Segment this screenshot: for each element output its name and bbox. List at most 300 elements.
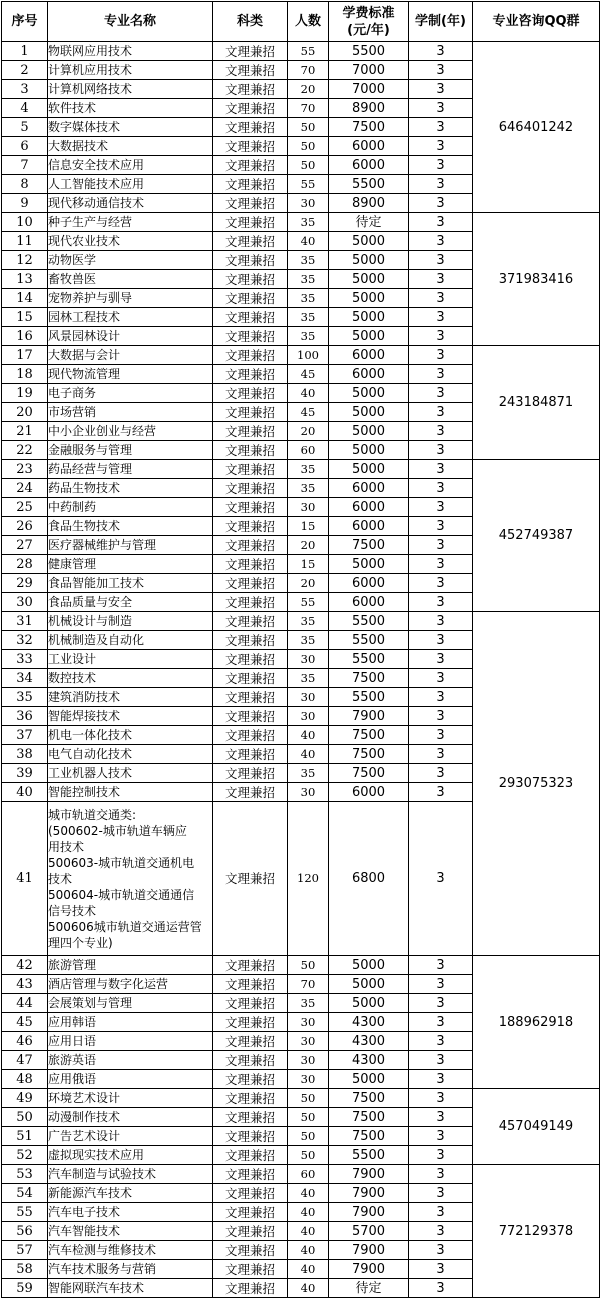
major-name: 汽车智能技术: [48, 1222, 213, 1241]
header-fee-line2: (元/年): [347, 22, 390, 38]
category: 文理兼招: [213, 1260, 288, 1279]
tuition-fee: 5000: [329, 994, 409, 1013]
tuition-fee: 5000: [329, 403, 409, 422]
row-index: 23: [2, 460, 48, 479]
row-index: 33: [2, 650, 48, 669]
row-index: 4: [2, 99, 48, 118]
row-index: 41: [2, 802, 48, 956]
enrollment-count: 50: [288, 156, 329, 175]
tuition-fee: 8900: [329, 99, 409, 118]
tuition-fee: 5000: [329, 441, 409, 460]
tuition-fee: 5000: [329, 422, 409, 441]
enrollment-count: 50: [288, 1108, 329, 1127]
duration-years: 3: [409, 194, 473, 213]
enrollment-count: 35: [288, 994, 329, 1013]
duration-years: 3: [409, 802, 473, 956]
category: 文理兼招: [213, 1241, 288, 1260]
category: 文理兼招: [213, 745, 288, 764]
enrollment-count: 30: [288, 194, 329, 213]
tuition-fee: 5000: [329, 384, 409, 403]
enrollment-count: 40: [288, 1241, 329, 1260]
category: 文理兼招: [213, 137, 288, 156]
category: 文理兼招: [213, 384, 288, 403]
row-index: 45: [2, 1013, 48, 1032]
enrollment-count: 35: [288, 327, 329, 346]
row-index: 39: [2, 764, 48, 783]
duration-years: 3: [409, 384, 473, 403]
major-name: 大数据技术: [48, 137, 213, 156]
tuition-fee: 7900: [329, 1241, 409, 1260]
duration-years: 3: [409, 213, 473, 232]
major-name: 信息安全技术应用: [48, 156, 213, 175]
row-index: 6: [2, 137, 48, 156]
major-name: 机械设计与制造: [48, 612, 213, 631]
major-name: 汽车技术服务与营销: [48, 1260, 213, 1279]
enrollment-count: 35: [288, 308, 329, 327]
tuition-fee: 4300: [329, 1013, 409, 1032]
category: 文理兼招: [213, 61, 288, 80]
duration-years: 3: [409, 1241, 473, 1260]
major-name: 大数据与会计: [48, 346, 213, 365]
enrollment-count: 55: [288, 175, 329, 194]
enrollment-count: 30: [288, 707, 329, 726]
enrollment-count: 35: [288, 612, 329, 631]
row-index: 16: [2, 327, 48, 346]
enrollment-count: 30: [288, 1032, 329, 1051]
header-category: 科类: [213, 2, 288, 42]
enrollment-count: 30: [288, 688, 329, 707]
category: 文理兼招: [213, 1222, 288, 1241]
table-row: [2, 42, 600, 61]
major-name: 汽车电子技术: [48, 1203, 213, 1222]
duration-years: 3: [409, 1146, 473, 1165]
major-name: 酒店管理与数字化运营: [48, 975, 213, 994]
major-name: 工业设计: [48, 650, 213, 669]
row-index: 57: [2, 1241, 48, 1260]
enrollment-count: 30: [288, 650, 329, 669]
enrollment-count: 35: [288, 289, 329, 308]
enrollment-count: 40: [288, 384, 329, 403]
header-index: 序号: [2, 2, 48, 42]
category: 文理兼招: [213, 194, 288, 213]
category: 文理兼招: [213, 498, 288, 517]
duration-years: 3: [409, 726, 473, 745]
row-index: 7: [2, 156, 48, 175]
category: 文理兼招: [213, 764, 288, 783]
enrollment-count: 40: [288, 745, 329, 764]
major-name-line: 500604-城市轨道交通通信: [48, 887, 195, 902]
duration-years: 3: [409, 137, 473, 156]
major-name: 动物医学: [48, 251, 213, 270]
tuition-fee: 7900: [329, 1165, 409, 1184]
enrollment-count: 55: [288, 593, 329, 612]
row-index: 13: [2, 270, 48, 289]
tuition-fee: 待定: [329, 1279, 409, 1298]
tuition-fee: 5000: [329, 460, 409, 479]
duration-years: 3: [409, 498, 473, 517]
duration-years: 3: [409, 975, 473, 994]
tuition-fee: 5000: [329, 1070, 409, 1089]
row-index: 10: [2, 213, 48, 232]
enrollment-count: 70: [288, 99, 329, 118]
duration-years: 3: [409, 422, 473, 441]
tuition-fee: 7500: [329, 118, 409, 137]
category: 文理兼招: [213, 1203, 288, 1222]
enrollment-count: 20: [288, 422, 329, 441]
tuition-fee: 7500: [329, 745, 409, 764]
category: 文理兼招: [213, 1013, 288, 1032]
category: 文理兼招: [213, 555, 288, 574]
category: 文理兼招: [213, 175, 288, 194]
table-row: [2, 460, 600, 479]
category: 文理兼招: [213, 1279, 288, 1298]
duration-years: 3: [409, 612, 473, 631]
duration-years: 3: [409, 156, 473, 175]
duration-years: 3: [409, 118, 473, 137]
tuition-fee: 6000: [329, 137, 409, 156]
enrollment-count: 30: [288, 1051, 329, 1070]
enrollment-count: 35: [288, 251, 329, 270]
tuition-fee: 7000: [329, 80, 409, 99]
table-row: [2, 612, 600, 631]
tuition-fee: 7900: [329, 1203, 409, 1222]
row-index: 54: [2, 1184, 48, 1203]
major-name: 环境艺术设计: [48, 1089, 213, 1108]
major-name: 汽车制造与试验技术: [48, 1165, 213, 1184]
enrollment-count: 30: [288, 1013, 329, 1032]
tuition-fee: 7500: [329, 1108, 409, 1127]
major-name: 动漫制作技术: [48, 1108, 213, 1127]
enrollment-count: 50: [288, 118, 329, 137]
major-name: 会展策划与管理: [48, 994, 213, 1013]
row-index: 59: [2, 1279, 48, 1298]
duration-years: 3: [409, 1184, 473, 1203]
enrollment-count: 50: [288, 1127, 329, 1146]
row-index: 28: [2, 555, 48, 574]
major-name: 计算机应用技术: [48, 61, 213, 80]
table-row: [2, 956, 600, 975]
enrollment-count: 50: [288, 1089, 329, 1108]
tuition-fee: 7500: [329, 1089, 409, 1108]
major-name: 物联网应用技术: [48, 42, 213, 61]
table-row: [2, 346, 600, 365]
major-name: 食品智能加工技术: [48, 574, 213, 593]
tuition-fee: 6000: [329, 783, 409, 802]
header-count: 人数: [288, 2, 329, 42]
tuition-fee: 7900: [329, 1260, 409, 1279]
duration-years: 3: [409, 593, 473, 612]
duration-years: 3: [409, 270, 473, 289]
enrollment-count: 35: [288, 669, 329, 688]
duration-years: 3: [409, 517, 473, 536]
major-name: 计算机网络技术: [48, 80, 213, 99]
category: 文理兼招: [213, 707, 288, 726]
row-index: 40: [2, 783, 48, 802]
major-name: 市场营销: [48, 403, 213, 422]
duration-years: 3: [409, 783, 473, 802]
enrollment-count: 45: [288, 365, 329, 384]
tuition-fee: 7500: [329, 536, 409, 555]
row-index: 58: [2, 1260, 48, 1279]
duration-years: 3: [409, 574, 473, 593]
duration-years: 3: [409, 650, 473, 669]
enrollment-count: 35: [288, 270, 329, 289]
category: 文理兼招: [213, 593, 288, 612]
row-index: 25: [2, 498, 48, 517]
row-index: 14: [2, 289, 48, 308]
tuition-fee: 7900: [329, 707, 409, 726]
enrollment-count: 15: [288, 555, 329, 574]
major-name: 机械制造及自动化: [48, 631, 213, 650]
row-index: 3: [2, 80, 48, 99]
table-row: [2, 1089, 600, 1108]
header-qq-group: 专业咨询QQ群: [473, 2, 600, 42]
major-name: 旅游管理: [48, 956, 213, 975]
category: 文理兼招: [213, 403, 288, 422]
category: 文理兼招: [213, 631, 288, 650]
row-index: 19: [2, 384, 48, 403]
tuition-fee: 6000: [329, 346, 409, 365]
major-name: 金融服务与管理: [48, 441, 213, 460]
row-index: 46: [2, 1032, 48, 1051]
tuition-fee: 7900: [329, 1184, 409, 1203]
major-name-line: 城市轨道交通类:: [48, 807, 137, 822]
row-index: 49: [2, 1089, 48, 1108]
qq-group-number: 457049149: [473, 1089, 600, 1165]
row-index: 8: [2, 175, 48, 194]
major-name: 智能焊接技术: [48, 707, 213, 726]
header-fee-line1: 学费标准: [342, 5, 395, 21]
category: 文理兼招: [213, 994, 288, 1013]
major-name: 医疗器械维护与管理: [48, 536, 213, 555]
category: 文理兼招: [213, 536, 288, 555]
duration-years: 3: [409, 1108, 473, 1127]
enrollment-count: 20: [288, 574, 329, 593]
enrollment-count: 35: [288, 764, 329, 783]
row-index: 18: [2, 365, 48, 384]
major-name: 应用韩语: [48, 1013, 213, 1032]
tuition-fee: 7500: [329, 764, 409, 783]
major-name: 食品质量与安全: [48, 593, 213, 612]
major-name: 虚拟现实技术应用: [48, 1146, 213, 1165]
major-name: 智能网联汽车技术: [48, 1279, 213, 1298]
major-name: 风景园林设计: [48, 327, 213, 346]
row-index: 48: [2, 1070, 48, 1089]
tuition-fee: 5000: [329, 308, 409, 327]
major-name: 现代农业技术: [48, 232, 213, 251]
duration-years: 3: [409, 745, 473, 764]
major-name: 中小企业创业与经营: [48, 422, 213, 441]
row-index: 53: [2, 1165, 48, 1184]
tuition-fee: 7500: [329, 1127, 409, 1146]
major-name: 软件技术: [48, 99, 213, 118]
category: 文理兼招: [213, 422, 288, 441]
major-name: 宠物养护与驯导: [48, 289, 213, 308]
row-index: 36: [2, 707, 48, 726]
row-index: 27: [2, 536, 48, 555]
row-index: 43: [2, 975, 48, 994]
major-name: 汽车检测与维修技术: [48, 1241, 213, 1260]
tuition-fee: 5500: [329, 612, 409, 631]
enrollment-count: 35: [288, 460, 329, 479]
category: 文理兼招: [213, 975, 288, 994]
major-name: 旅游英语: [48, 1051, 213, 1070]
enrollment-count: 35: [288, 213, 329, 232]
category: 文理兼招: [213, 479, 288, 498]
tuition-fee: 5000: [329, 232, 409, 251]
tuition-fee: 6800: [329, 802, 409, 956]
enrollment-count: 35: [288, 479, 329, 498]
category: 文理兼招: [213, 574, 288, 593]
qq-group-number: 188962918: [473, 956, 600, 1089]
tuition-fee: 6000: [329, 479, 409, 498]
duration-years: 3: [409, 994, 473, 1013]
header-fee: [329, 2, 409, 42]
qq-group-number: 452749387: [473, 460, 600, 612]
major-name-line: 用技术: [48, 839, 85, 854]
duration-years: 3: [409, 1279, 473, 1298]
duration-years: 3: [409, 61, 473, 80]
tuition-fee: 6000: [329, 574, 409, 593]
major-name: 数控技术: [48, 669, 213, 688]
tuition-fee: 6000: [329, 517, 409, 536]
duration-years: 3: [409, 479, 473, 498]
enrollment-count: 50: [288, 137, 329, 156]
enrollment-count: 40: [288, 1279, 329, 1298]
major-name: 数字媒体技术: [48, 118, 213, 137]
major-name: 智能控制技术: [48, 783, 213, 802]
enrollment-count: 45: [288, 403, 329, 422]
major-name: [48, 802, 213, 956]
major-name: 机电一体化技术: [48, 726, 213, 745]
duration-years: 3: [409, 308, 473, 327]
duration-years: 3: [409, 175, 473, 194]
category: 文理兼招: [213, 612, 288, 631]
duration-years: 3: [409, 688, 473, 707]
enrollment-count: 70: [288, 61, 329, 80]
tuition-fee: 5500: [329, 175, 409, 194]
tuition-fee: 4300: [329, 1051, 409, 1070]
major-name: 种子生产与经营: [48, 213, 213, 232]
duration-years: 3: [409, 764, 473, 783]
duration-years: 3: [409, 1051, 473, 1070]
duration-years: 3: [409, 289, 473, 308]
tuition-fee: 5000: [329, 251, 409, 270]
duration-years: 3: [409, 1222, 473, 1241]
duration-years: 3: [409, 441, 473, 460]
enrollment-count: 35: [288, 631, 329, 650]
category: 文理兼招: [213, 1146, 288, 1165]
row-index: 55: [2, 1203, 48, 1222]
tuition-fee: 7500: [329, 669, 409, 688]
category: 文理兼招: [213, 42, 288, 61]
row-index: 2: [2, 61, 48, 80]
row-index: 42: [2, 956, 48, 975]
major-name: 工业机器人技术: [48, 764, 213, 783]
major-name: 人工智能技术应用: [48, 175, 213, 194]
tuition-fee: 6000: [329, 593, 409, 612]
major-name: 园林工程技术: [48, 308, 213, 327]
category: 文理兼招: [213, 308, 288, 327]
major-name: 应用日语: [48, 1032, 213, 1051]
category: 文理兼招: [213, 783, 288, 802]
duration-years: 3: [409, 80, 473, 99]
category: 文理兼招: [213, 517, 288, 536]
category: 文理兼招: [213, 669, 288, 688]
row-index: 47: [2, 1051, 48, 1070]
duration-years: 3: [409, 232, 473, 251]
category: 文理兼招: [213, 1108, 288, 1127]
category: 文理兼招: [213, 802, 288, 956]
row-index: 37: [2, 726, 48, 745]
major-name: 健康管理: [48, 555, 213, 574]
major-name: 现代物流管理: [48, 365, 213, 384]
table-body: [2, 42, 600, 1298]
category: 文理兼招: [213, 1032, 288, 1051]
category: 文理兼招: [213, 251, 288, 270]
duration-years: 3: [409, 1127, 473, 1146]
row-index: 38: [2, 745, 48, 764]
tuition-fee: 5000: [329, 270, 409, 289]
row-index: 17: [2, 346, 48, 365]
category: 文理兼招: [213, 80, 288, 99]
category: 文理兼招: [213, 156, 288, 175]
category: 文理兼招: [213, 327, 288, 346]
tuition-fee: 8900: [329, 194, 409, 213]
major-name: 新能源汽车技术: [48, 1184, 213, 1203]
enrollment-count: 30: [288, 498, 329, 517]
duration-years: 3: [409, 1260, 473, 1279]
row-index: 26: [2, 517, 48, 536]
header-major-name: 专业名称: [48, 2, 213, 42]
duration-years: 3: [409, 99, 473, 118]
category: 文理兼招: [213, 1089, 288, 1108]
duration-years: 3: [409, 536, 473, 555]
tuition-fee: 5000: [329, 555, 409, 574]
tuition-fee: 7000: [329, 61, 409, 80]
major-name: 中药制药: [48, 498, 213, 517]
duration-years: 3: [409, 631, 473, 650]
category: 文理兼招: [213, 365, 288, 384]
enrollment-count: 55: [288, 42, 329, 61]
enrollment-count: 40: [288, 1222, 329, 1241]
enrollment-count: 20: [288, 80, 329, 99]
tuition-fee: 4300: [329, 1032, 409, 1051]
duration-years: 3: [409, 1203, 473, 1222]
major-name: 电气自动化技术: [48, 745, 213, 764]
tuition-fee: 待定: [329, 213, 409, 232]
tuition-fee: 7500: [329, 726, 409, 745]
duration-years: 3: [409, 403, 473, 422]
major-name-line: 信号技术: [48, 903, 97, 918]
category: 文理兼招: [213, 688, 288, 707]
tuition-fee: 5500: [329, 650, 409, 669]
major-name-line: 500606城市轨道交通运营管: [48, 919, 202, 934]
enrollment-count: 120: [288, 802, 329, 956]
duration-years: 3: [409, 555, 473, 574]
enrollment-count: 15: [288, 517, 329, 536]
enrollment-count: 30: [288, 783, 329, 802]
qq-group-number: 371983416: [473, 213, 600, 346]
tuition-fee: 6000: [329, 156, 409, 175]
row-index: 24: [2, 479, 48, 498]
tuition-fee: 5000: [329, 289, 409, 308]
table-row: [2, 1165, 600, 1184]
enrollment-count: 100: [288, 346, 329, 365]
duration-years: 3: [409, 707, 473, 726]
category: 文理兼招: [213, 232, 288, 251]
major-name: 现代移动通信技术: [48, 194, 213, 213]
